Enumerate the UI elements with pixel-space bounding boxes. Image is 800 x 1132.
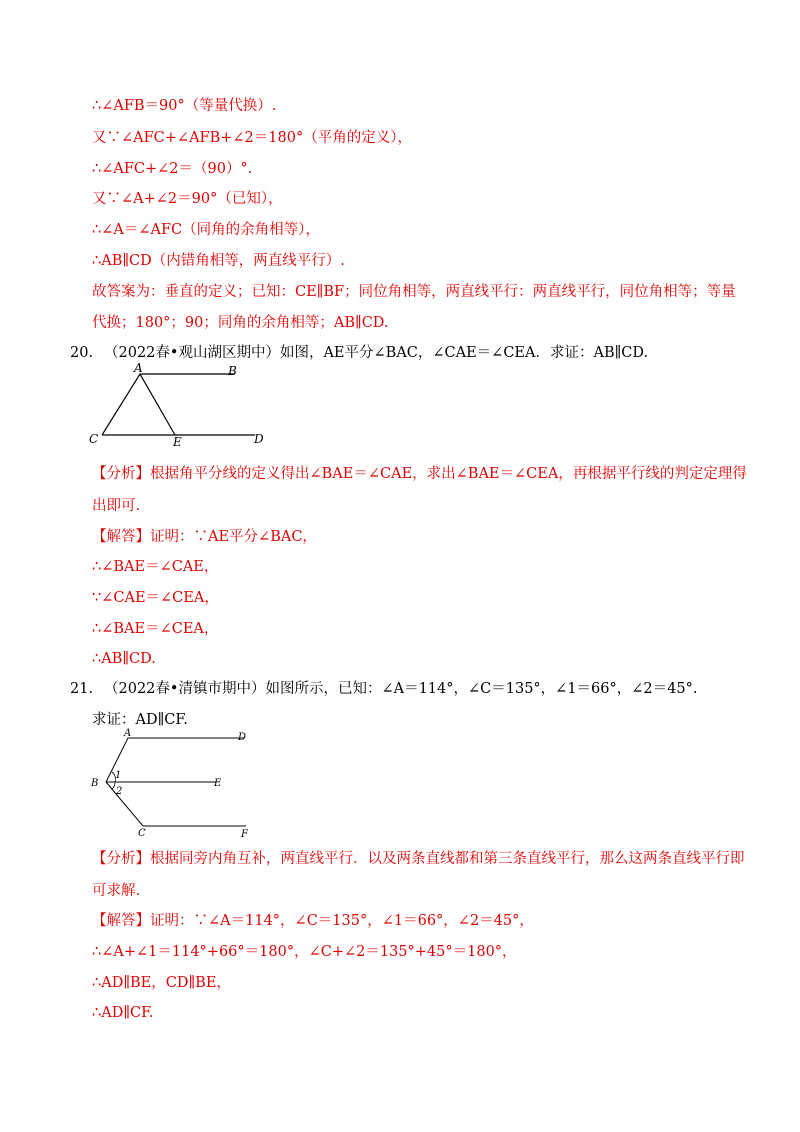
question-20-solution-line-5: ∴AB∥CD. <box>92 651 156 667</box>
fig21-label-b: B <box>91 778 99 789</box>
question-21-solution-line-3: ∴AD∥BE，CD∥BE， <box>92 975 231 991</box>
question-21-solution-line-2: ∴∠A+∠1＝114°+66°＝180°，∠C+∠2＝135°+45°＝180°， <box>92 944 517 960</box>
question-21-figure <box>86 726 266 844</box>
solution19-line-6: ∴AB∥CD（内错角相等，两直线平行）. <box>92 253 345 269</box>
solution19-line-2: 又∵∠AFC+∠AFB+∠2＝180°（平角的定义）， <box>92 130 412 146</box>
fig21-label-d: D <box>238 732 247 743</box>
solution19-answer-line-1: 故答案为：垂直的定义；已知：CE∥BF；同位角相等，两直线平行：两直线平行，同位角相等；等量 <box>92 284 736 300</box>
fig20-label-b: B <box>228 364 237 378</box>
fig20-label-e: E <box>173 435 182 449</box>
fig21-angle-2: 2 <box>116 786 123 797</box>
question-20-solution-line-2: ∴∠BAE＝∠CAE， <box>92 559 219 575</box>
fig21-angle-1: 1 <box>115 770 122 781</box>
fig20-label-c: C <box>89 432 99 446</box>
fig21-label-a: A <box>124 728 132 739</box>
question-21-text: （2022春•清镇市期中）如图所示，已知：∠A＝114°，∠C＝135°，∠1＝66°，∠2＝45°. <box>104 681 698 697</box>
fig21-label-c: C <box>138 828 146 839</box>
question-21-solution-line-1: 【解答】证明：∵∠A＝114°，∠C＝135°，∠1＝66°，∠2＝45°， <box>92 913 534 929</box>
solution19-line-5: ∴∠A＝∠AFC（同角的余角相等）， <box>92 222 320 238</box>
fig21-label-f: F <box>241 829 248 840</box>
question-20-figure <box>80 362 280 452</box>
solution19-line-1: ∴∠AFB＝90°（等量代换）. <box>92 98 277 114</box>
question-21-prove: 求证：AD∥CF. <box>92 712 188 728</box>
fig20-label-a: A <box>134 362 143 375</box>
fig20-label-d: D <box>254 432 264 446</box>
question-20-solution-line-3: ∵∠CAE＝∠CEA， <box>92 590 219 606</box>
solution19-line-3: ∴∠AFC+∠2＝（90）°. <box>92 161 253 177</box>
fig21-label-e: E <box>214 778 222 789</box>
question-20-text: （2022春•观山湖区期中）如图，AE平分∠BAC，∠CAE＝∠CEA．求证：AB∥CD. <box>104 345 649 361</box>
question-20-number: 20. <box>70 345 94 361</box>
question-21-analysis-line-1: 【分析】根据同旁内角互补，两直线平行．以及两条直线都和第三条直线平行，那么这两条直线平行即 <box>92 851 745 867</box>
question-20-solution-line-4: ∴∠BAE＝∠CEA， <box>92 621 219 637</box>
question-20-solution-line-1: 【解答】证明：∵AE平分∠BAC， <box>92 529 317 545</box>
question-20-analysis-line-2: 出即可. <box>92 498 141 514</box>
question-21-solution-line-4: ∴AD∥CF. <box>92 1005 154 1021</box>
question-21-number: 21. <box>70 681 94 697</box>
solution19-line-4: 又∵∠A+∠2＝90°（已知）， <box>92 191 283 207</box>
solution19-answer-line-2: 代换；180°；90；同角的余角相等；AB∥CD. <box>92 315 389 331</box>
question-21-analysis-line-2: 可求解. <box>92 883 141 899</box>
question-20-analysis-line-1: 【分析】根据角平分线的定义得出∠BAE＝∠CAE，求出∠BAE＝∠CEA，再根据平行线的判定定理得 <box>92 466 747 482</box>
